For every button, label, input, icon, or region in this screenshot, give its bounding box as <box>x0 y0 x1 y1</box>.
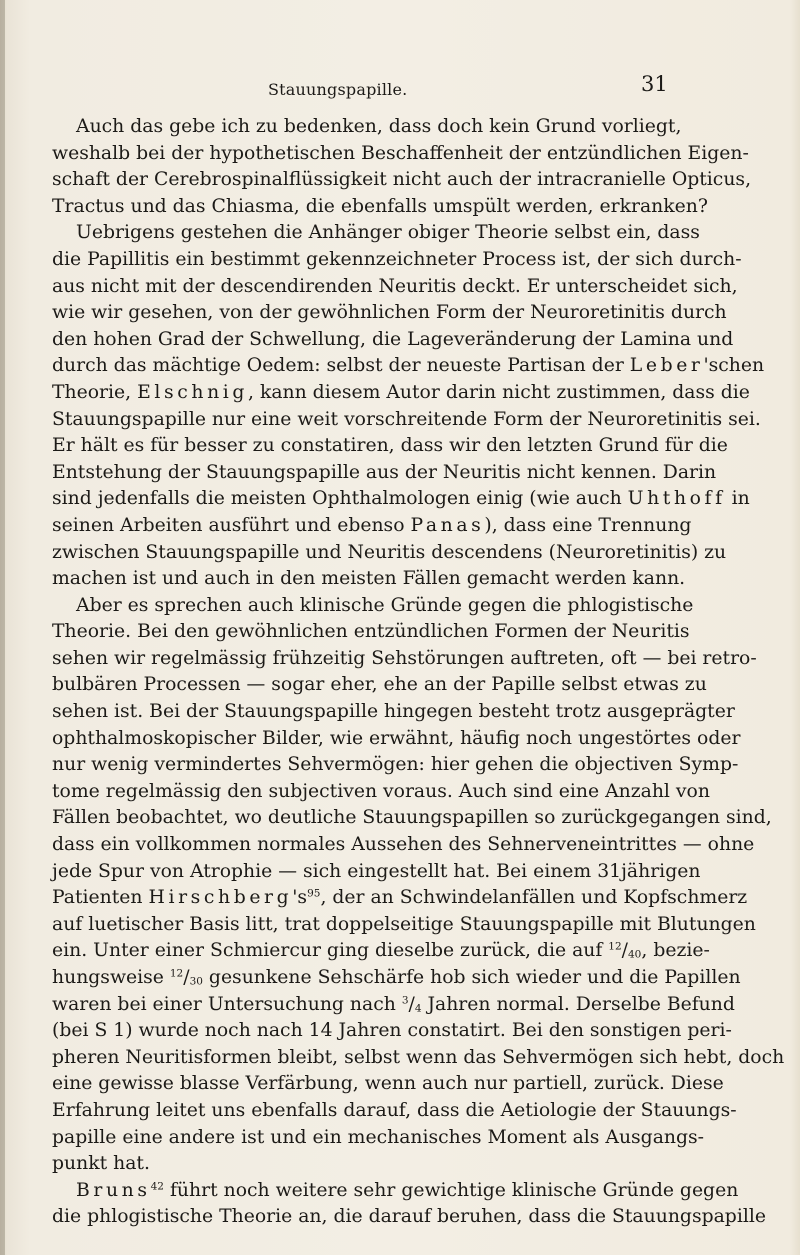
text-run: 'schen <box>703 355 765 377</box>
text-line <box>52 593 694 620</box>
text-line <box>52 274 738 301</box>
text-line <box>52 114 682 141</box>
text-run: machen ist und auch in den meisten Fällen gemacht werden kann. <box>52 568 686 590</box>
text-run: Jahren normal. Derselbe Befund <box>421 993 735 1015</box>
text-line <box>52 1151 668 1178</box>
text-run: sehen wir regelmässig frühzeitig Sehstörungen auftreten, oft — bei retro- <box>52 647 757 669</box>
text-line <box>52 752 739 779</box>
text-line <box>52 699 735 726</box>
text-run: Theorie. Bei den gewöhnlichen entzündlichen Formen der Neuritis <box>52 621 690 643</box>
text-line <box>52 726 741 753</box>
text-run: Theorie, <box>52 381 138 403</box>
text-line <box>52 1125 704 1152</box>
text-run: Fällen beobachtet, wo deutliche Stauungspapillen so zurückgegangen sind, <box>52 807 772 829</box>
text-line <box>52 805 772 832</box>
superscript: 3 <box>401 994 409 1007</box>
text-line <box>52 407 761 434</box>
subscript: 30 <box>189 975 203 988</box>
text-run: punkt hat. <box>52 1153 150 1175</box>
text-line <box>52 646 757 673</box>
text-run: in <box>725 488 750 510</box>
superscript: 42 <box>150 1180 164 1193</box>
text-line <box>52 167 752 194</box>
text-run: zwischen Stauungspapille und Neuritis descendens (Neuroretinitis) zu <box>52 541 727 563</box>
text-run: waren bei einer Untersuchung nach <box>52 993 402 1015</box>
text-run: , bezie- <box>641 940 710 962</box>
text-line <box>52 912 756 939</box>
text-line <box>52 433 728 460</box>
text-line <box>52 832 755 859</box>
text-line <box>52 194 708 221</box>
text-run: die phlogistische Theorie an, die darauf beruhen, dass die Stauungspapille <box>52 1206 766 1228</box>
text-run: weshalb bei der hypothetischen Beschaffenheit der entzündlichen Eigen- <box>52 142 749 164</box>
text-run: Erfahrung leitet uns ebenfalls darauf, dass die Aetiologie der Stauungs- <box>52 1099 737 1121</box>
text-run: Uebrigens gestehen die Anhänger obiger Theorie selbst ein, dass <box>76 222 700 244</box>
superscript: 95 <box>307 887 321 900</box>
text-run: die Papillitis ein bestimmt gekennzeichneter Process ist, der sich durch- <box>52 248 742 270</box>
text-run: Tractus und das Chiasma, die ebenfalls umspült werden, erkranken? <box>52 195 708 217</box>
text-run: papille eine andere ist und ein mechanisches Moment als Ausgangs- <box>52 1126 704 1148</box>
subscript: 40 <box>628 948 642 961</box>
text-line <box>52 1178 739 1205</box>
text-run: tome regelmässig den subjectiven voraus. Auch sind eine Anzahl von <box>52 780 710 802</box>
text-line <box>52 300 727 327</box>
text-line <box>52 247 742 274</box>
text-line <box>52 220 700 247</box>
text-line <box>52 779 710 806</box>
text-run: Er hält es für besser zu constatiren, dass wir den letzten Grund für die <box>52 435 728 457</box>
text-line <box>52 486 750 513</box>
text-run: Patienten <box>52 887 149 909</box>
text-line <box>52 1098 737 1125</box>
text-run: hungsweise <box>52 967 170 988</box>
text-run: Stauungspapille nur eine weit vorschreitende Form der Neuroretinitis sei. <box>52 408 761 430</box>
superscript: 12 <box>608 941 622 954</box>
text-line <box>52 141 749 168</box>
text-run: seinen Arbeiten ausführt und ebenso <box>52 514 411 536</box>
text-run: / <box>408 993 415 1015</box>
text-run: wie wir gesehen, von der gewöhnlichen Form der Neuroretinitis durch <box>52 302 727 324</box>
text-run: eine gewisse blasse Verfärbung, wenn auch nur partiell, zurück. Diese <box>52 1073 724 1095</box>
text-line <box>52 540 727 567</box>
spaced-name: Panas <box>410 514 485 536</box>
text-run: jede Spur von Atrophie — sich eingestellt hat. Bei einem 31jährigen <box>52 860 701 882</box>
text-run: (bei S 1) wurde noch nach 14 Jahren constatirt. Bei den sonstigen peri- <box>52 1020 732 1042</box>
page-gutter-shadow <box>0 0 5 1255</box>
text-run: durch das mächtige Oedem: selbst der neueste Partisan der <box>52 355 630 377</box>
text-run: auf luetischer Basis litt, trat doppelseitige Stauungspapille mit Blutungen <box>52 913 756 935</box>
text-line <box>52 992 735 1019</box>
text-line <box>52 327 734 354</box>
text-run: nur wenig vermindertes Sehvermögen: hier gehen die objectiven Symp- <box>52 754 739 776</box>
text-run: / <box>183 967 190 988</box>
text-line <box>52 513 692 540</box>
text-run: pheren Neuritisformen bleibt, selbst wenn das Sehvermögen sich hebt, doch <box>52 1046 785 1068</box>
text-line <box>52 566 686 593</box>
spaced-name: Leber <box>629 355 704 377</box>
text-run: den hohen Grad der Schwellung, die Lageveränderung der Lamina und <box>52 328 734 350</box>
text-line <box>52 1018 732 1045</box>
text-line <box>52 619 690 646</box>
text-line <box>52 859 701 886</box>
running-head: Stauungspapille. <box>268 80 408 99</box>
text-run: ), dass eine Trennung <box>484 514 692 536</box>
text-run: sehen ist. Bei der Stauungspapille hingegen besteht trotz ausgeprägter <box>52 701 735 723</box>
superscript: 12 <box>169 967 184 980</box>
text-line <box>52 1071 724 1098</box>
spaced-name: Elschnig <box>137 381 248 403</box>
subscript: 4 <box>414 1002 422 1015</box>
text-line <box>52 353 765 380</box>
spaced-name: Hirschberg <box>148 887 293 909</box>
text-line <box>52 938 710 965</box>
text-run: 's <box>292 887 308 909</box>
text-line <box>52 965 741 992</box>
spaced-name: Bruns <box>76 1179 151 1201</box>
text-run: ein. Unter einer Schmiercur ging dieselbe zurück, die auf <box>52 940 609 962</box>
text-line <box>52 380 750 407</box>
text-run: Entstehung der Stauungspapille aus der Neuritis nicht kennen. Darin <box>52 461 717 483</box>
body-text <box>52 114 785 1231</box>
text-run: bulbären Processen — sogar eher, ehe an der Papille selbst etwas zu <box>52 674 707 696</box>
text-line <box>52 672 707 699</box>
text-run: aus nicht mit der descendirenden Neuritis deckt. Er unterscheidet sich, <box>52 275 738 297</box>
text-run: dass ein vollkommen normales Aussehen des Sehnerveneintrittes — ohne <box>52 834 755 856</box>
text-run: , der an Schwindelanfällen und Kopfschmerz <box>320 887 748 909</box>
text-run: gesunkene Sehschärfe hob sich wieder und die Papillen <box>202 967 741 988</box>
text-run: Aber es sprechen auch klinische Gründe gegen die phlogistische <box>76 594 694 616</box>
text-run: sind jedenfalls die meisten Ophthalmologen einig (wie auch <box>52 488 628 510</box>
text-line <box>52 1045 785 1072</box>
text-run: Auch das gebe ich zu bedenken, dass doch kein Grund vorliegt, <box>76 116 682 137</box>
text-run: ophthalmoskopischer Bilder, wie erwähnt, häufig noch ungestörtes oder <box>52 727 741 749</box>
text-line <box>52 1204 766 1231</box>
text-run: schaft der Cerebrospinalflüssigkeit nicht auch der intracranielle Opticus, <box>52 169 752 191</box>
text-line <box>52 460 717 487</box>
page-number: 31 <box>641 72 668 96</box>
spaced-name: Uhthoff <box>627 488 726 510</box>
text-run: führt noch weitere sehr gewichtige klinische Gründe gegen <box>164 1179 739 1201</box>
text-run: , kann diesem Autor darin nicht zustimmen, dass die <box>248 381 750 403</box>
text-run: / <box>621 940 628 962</box>
text-line <box>52 885 748 912</box>
